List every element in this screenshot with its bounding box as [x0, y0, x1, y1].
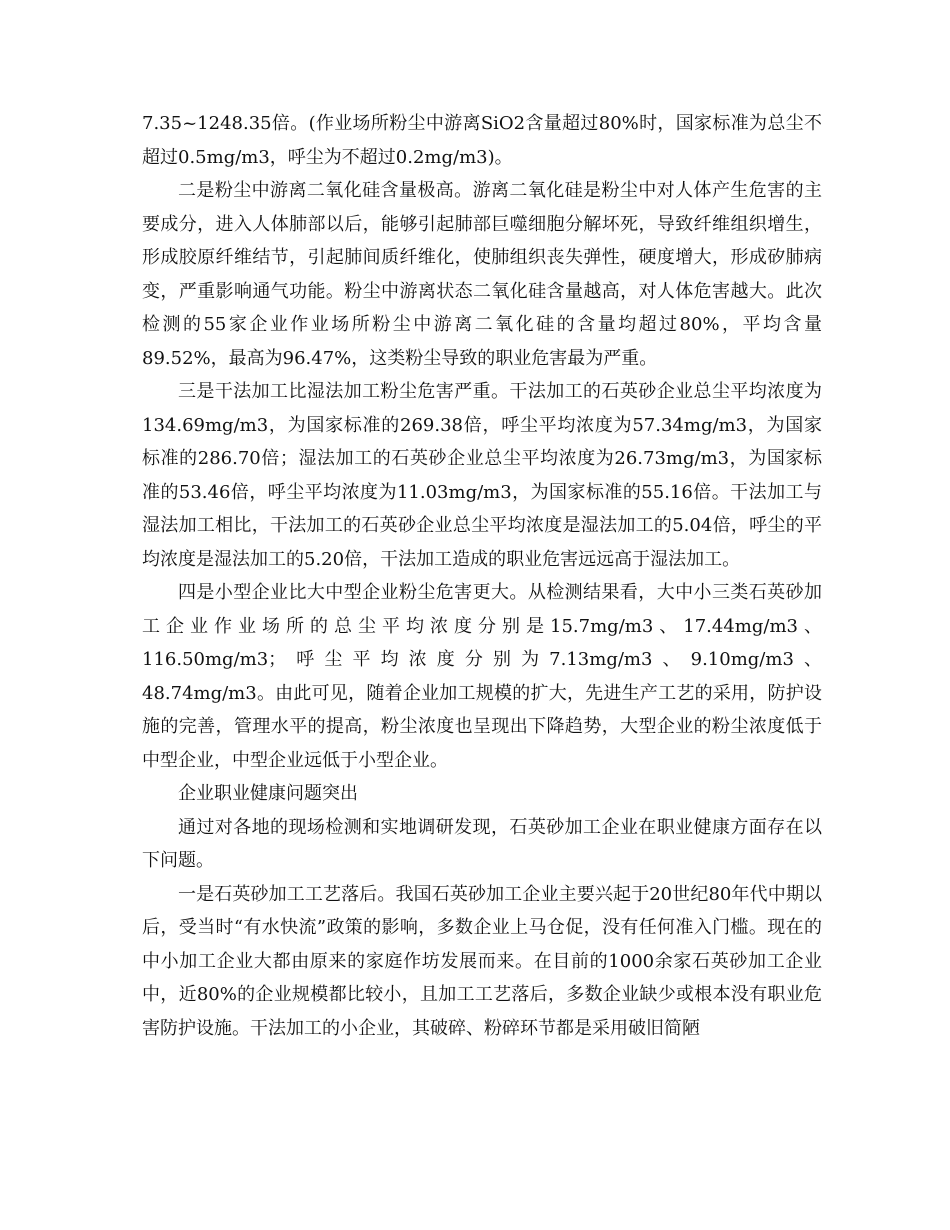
paragraph-backward-process: 一是石英砂加工工艺落后。我国石英砂加工企业主要兴起于20世纪80年代中期以后，受当时“有水快流”政策的影响，多数企业上马仓促，没有任何准入门槛。现在的中小加工企业大都由原来的家庭作坊发展而来。在目前的1000余家石英砂加工企业中，近80%的企业规模都比较小，且加工工艺落后，多数企业缺少或根本没有职业危害防护设施。干法加工的小企业，其破碎、粉碎环节都是采用破旧简陋 [142, 883, 822, 1039]
document-body [142, 107, 822, 1045]
paragraph-standard-limits: 7.35~1248.35倍。(作业场所粉尘中游离SiO2含量超过80%时，国家标准为总尘不超过0.5mg/m3，呼尘为不超过0.2mg/m3)。 [142, 113, 822, 168]
paragraph-enterprise-size: 四是小型企业比大中型企业粉尘危害更大。从检测结果看，大中小三类石英砂加工企业作业场所的总尘平均浓度分别是15.7mg/m3、17.44mg/m3、116.50mg/m3；呼尘平均浓度分别为7.13mg/m3、9.10mg/m3、48.74mg/m3。由此可见，随着企业加工规模的扩大，先进生产工艺的采用，防护设施的完善，管理水平的提高，粉尘浓度也呈现出下降趋势，大型企业的粉尘浓度低于中型企业，中型企业远低于小型企业。 [142, 582, 822, 771]
paragraph-silica-content: 二是粉尘中游离二氧化硅含量极高。游离二氧化硅是粉尘中对人体产生危害的主要成分，进入人体肺部以后，能够引起肺部巨噬细胞分解坏死，导致纤维组织增生，形成胶原纤维结节，引起肺间质纤维化，使肺组织丧失弹性，硬度增大，形成矽肺病变，严重影响通气功能。粉尘中游离状态二氧化硅含量越高，对人体危害越大。此次检测的55家企业作业场所粉尘中游离二氧化硅的含量均超过80%，平均含量89.52%，最高为96.47%，这类粉尘导致的职业危害最为严重。 [142, 180, 822, 369]
paragraph-dry-vs-wet: 三是干法加工比湿法加工粉尘危害严重。干法加工的石英砂企业总尘平均浓度为134.69mg/m3，为国家标准的269.38倍，呼尘平均浓度为57.34mg/m3，为国家标准的286.70倍；湿法加工的石英砂企业总尘平均浓度为26.73mg/m3，为国家标准的53.46倍，呼尘平均浓度为11.03mg/m3，为国家标准的55.16倍。干法加工与湿法加工相比，干法加工的石英砂企业总尘平均浓度是湿法加工的5.04倍，呼尘的平均浓度是湿法加工的5.20倍，干法加工造成的职业危害远远高于湿法加工。 [142, 381, 822, 570]
section-heading-health-issues: 企业职业健康问题突出 [178, 783, 358, 804]
paragraph-survey-intro: 通过对各地的现场检测和实地调研发现，石英砂加工企业在职业健康方面存在以下问题。 [142, 816, 822, 871]
